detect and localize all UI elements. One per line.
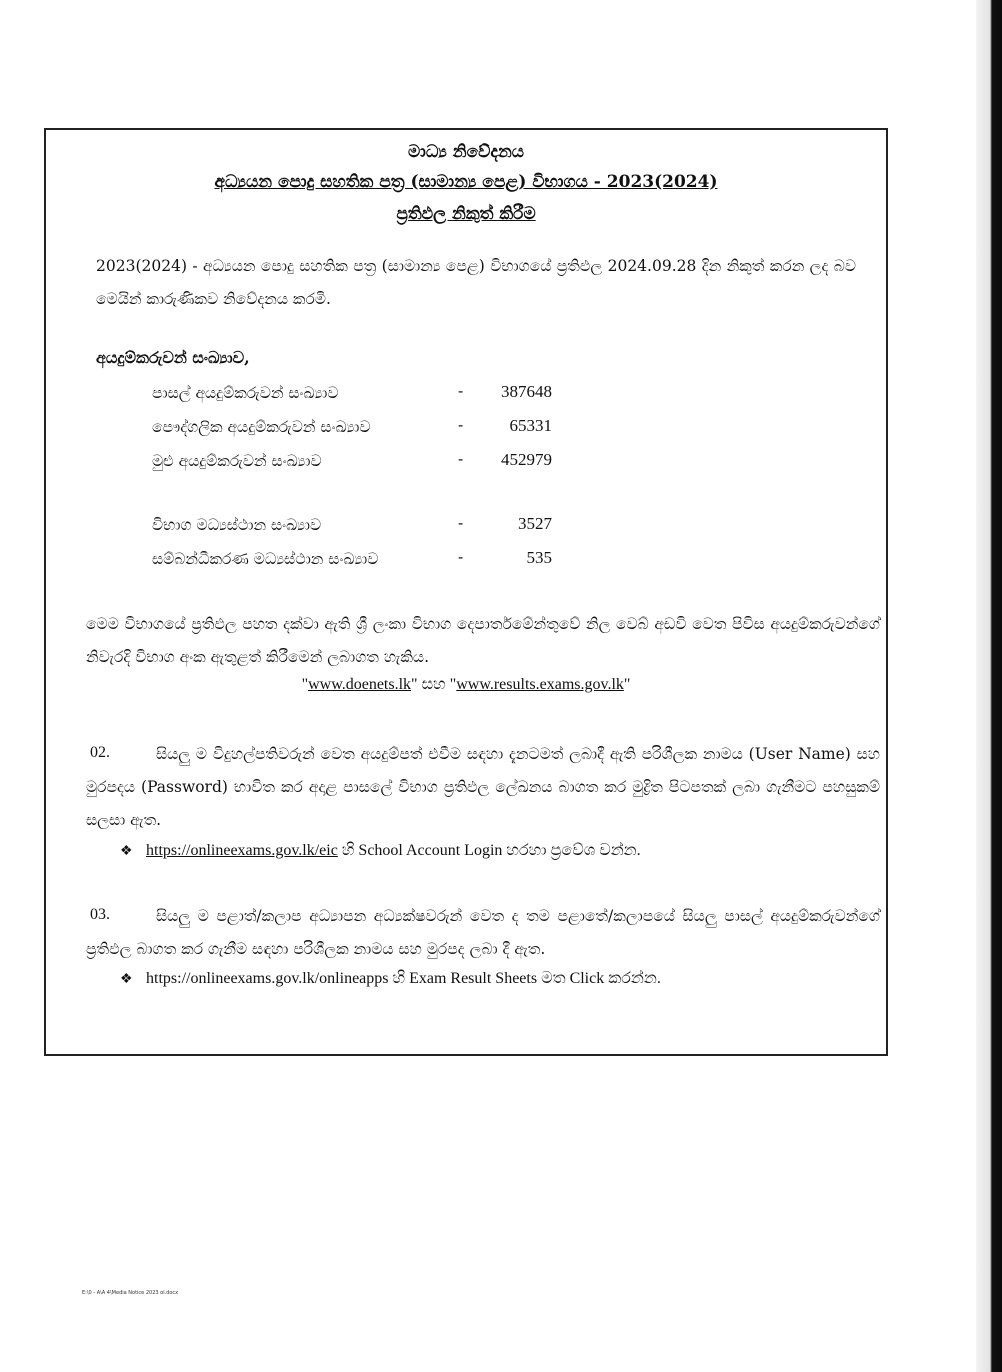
stat-label: මුළු අයදුම්කරුවන් සංඛ්‍යාව <box>152 452 322 470</box>
stat-label: පාසල් අයදුම්කරුවන් සංඛ්‍යාව <box>152 384 339 402</box>
media-notice-box <box>44 128 888 1056</box>
stat-dash: - <box>458 382 464 400</box>
stat-dash: - <box>458 548 464 566</box>
stat-value: 65331 <box>509 416 552 435</box>
eic-login-link[interactable]: https://onlineexams.gov.lk/eic <box>146 842 338 859</box>
section-02-bullet <box>120 842 641 860</box>
intro-paragraph: 2023(2024) - අධ්‍යයන පොදු සහතික පත්‍ර (සාමාන්‍ය පෙළ) විභාගයේ ප්‍රතිඵල 2024.09.28 දින නිකුත් කරන ලද බව මෙයින් කාරුණිකව නිවේදනය කරමි. <box>96 257 856 308</box>
page-edge-shadow <box>976 0 1002 1372</box>
stat-dash: - <box>458 416 464 434</box>
diamond-bullet-icon: ❖ <box>120 844 133 859</box>
notice-title: මාධ්‍ය නිවේදනය <box>408 142 524 162</box>
stat-value: 535 <box>526 548 552 567</box>
results-websites-line: "www.doenets.lk" සහ "www.results.exams.gov.lk" <box>301 676 631 693</box>
bullet-text: හි School Account Login හරහා ප්‍රවේශ වන්න. <box>337 842 641 859</box>
link-joiner: සහ <box>421 676 446 693</box>
stat-row-total-candidates <box>152 448 552 478</box>
stat-value: 387648 <box>501 382 552 401</box>
results-access-paragraph: මෙම විභාගයේ ප්‍රතිඵල පහත දක්වා ඇති ශ්‍රී ලංකා විභාග දෙපාර්තමේන්තුවේ නිල වෙබ් අඩවි වෙත පිවිස අයදුම්කරුවන්ගේ නිවැරදි විභාග අංක ඇතුළත් කිරීමෙන් ලබාගත හැකිය. <box>86 615 880 666</box>
diamond-bullet-icon: ❖ <box>120 972 133 987</box>
section-03-bullet <box>120 970 661 988</box>
exam-title: අධ්‍යයන පොදු සහතික පත්‍ර (සාමාන්‍ය පෙළ) විභාගය - 2023(2024) <box>214 172 718 192</box>
stat-label: සම්බන්ධීකරණ මධ්‍යස්ථාන සංඛ්‍යාව <box>152 550 379 568</box>
stat-row-school-candidates <box>152 380 552 410</box>
section-03-number: 03. <box>90 906 110 923</box>
section-03-paragraph: සියලු ම පළාත්/කලාප අධ්‍යාපන අධ්‍යක්ෂවරුන් වෙත ද තම පළාතේ/කලාපයේ සියලු පාසල් අයදුම්කරුවන්ගේ ප්‍රතිඵල බාගත කර ගැනීම සඳහා පරිශීලක නාමය සහ මුරපද ලබා දී ඇත. <box>86 907 880 958</box>
doenets-link[interactable]: www.doenets.lk <box>308 676 412 693</box>
stat-label: පෞද්ගලික අයදුම්කරුවන් සංඛ්‍යාව <box>152 418 371 436</box>
stat-value: 3527 <box>518 514 552 533</box>
section-02-paragraph: සියලු ම විදුහල්පතිවරුන් වෙත අයදුම්පත් එවීම සඳහා දැනටමත් ලබාදී ඇති පරිශීලක නාමය (User Name) සහ මුරපදය (Password) භාවිත කර අදාළ පාසලේ විභාග ප්‍රතිඵල ලේඛනය බාගත කර මුද්‍රිත පිටපතක් ලබා ගැනීමට පහසුකම් සලසා ඇත. <box>86 745 880 829</box>
stat-dash: - <box>458 514 464 532</box>
section-02-number: 02. <box>90 744 110 761</box>
stat-value: 452979 <box>501 450 552 469</box>
stat-row-coordinating-centres <box>152 546 552 576</box>
stat-label: විභාග මධ්‍යස්ථාන සංඛ්‍යාව <box>152 516 322 534</box>
bullet-text: https://onlineexams.gov.lk/onlineapps හි Exam Result Sheets මත Click කරන්න. <box>146 970 661 987</box>
stat-dash: - <box>458 450 464 468</box>
results-release-title: ප්‍රතිඵල නිකුත් කිරීම <box>396 204 536 224</box>
stat-row-private-candidates <box>152 414 552 444</box>
results-exams-link[interactable]: www.results.exams.gov.lk <box>456 676 624 693</box>
file-path-footer: E:\0 - A\A 4\Media Notice 2023 ol.docx <box>82 1290 179 1296</box>
stat-row-exam-centres <box>152 512 552 542</box>
candidates-count-heading: අයදුම්කරුවන් සංඛ්‍යාව, <box>96 348 250 367</box>
